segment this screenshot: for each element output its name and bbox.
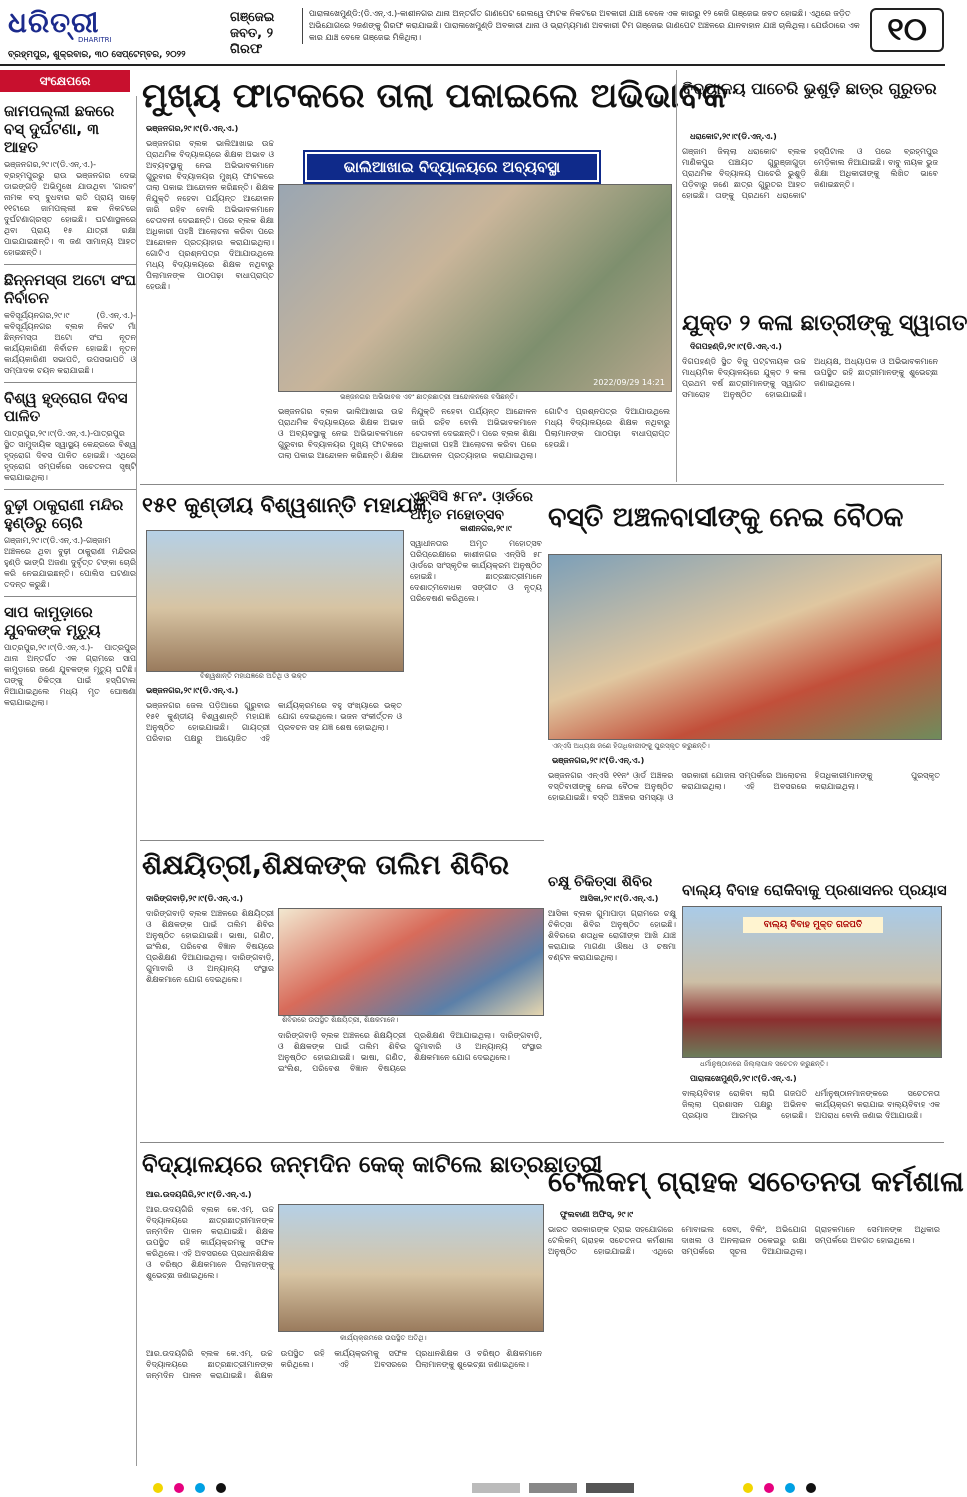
divider: [4, 596, 136, 597]
story-headline: ବାଲ୍ୟ ବିବାହ ରୋକିବାକୁ ପ୍ରଶାସନର ପ୍ରୟାସ: [682, 881, 947, 899]
brief-text: ଗଞ୍ଜାମ,୨୯।୯(ଡି.ଏନ୍.ଏ.)-ଗଞ୍ଜାମ ଅଞ୍ଚଳରେ ଥିବା ବୁଢ଼ୀ ଠାକୁରାଣୀ ମନ୍ଦିରର ହୁଣ୍ଡି ଭାଙ୍ଗି ଅଜଣା ଦୁର୍ବୃତ୍ତ ଟଙ୍କା ଚୋରି କରି ନେଇଯାଇଛନ୍ତି। ପୋଲିସ ଘଟଣାର ତଦନ୍ତ କରୁଛି।: [4, 536, 136, 589]
story-headline: ଯୁକ୍ତ ୨ କଳା ଛାତ୍ରୀଙ୍କୁ ସ୍ୱାଗତ: [682, 311, 967, 336]
teaser-text: ପାରାଳାଖେମୁଣ୍ଡି:(ଡି.ଏନ୍.ଏ.)-କାଶୀନଗର ଥାନା ଅନ୍ତର୍ଗତ ଗାଣପେଟ ରେଲୱେ ଫାଟକ ନିକଟରେ ଅବକାରୀ ଯାଞ୍ଚ ବେଳେ ଏକ କାରରୁ ୧୨ କେଜି ଗଞ୍ଜେଇ ଜବତ ହୋଇଛି। ଏଥିରେ ଜଡ଼ିତ ଅଭିଯୋଗରେ ୨ଜଣଙ୍କୁ ଗିରଫ କରାଯାଇଛି। ପାରାଳାଖେମୁଣ୍ଡି ଅବକାରୀ ଥାନା ଓ ଭ୍ରାମ୍ୟମାଣ ଅବକାରୀ ଟିମ ଗଞ୍ଜେଇ ଗାଣପେଟ ଅଞ୍ଚଳରେ ଯାନବାହାନ ଯାଞ୍ଚ ଚାଲିଥିଲା। ଯେଉଁଠାରେ ଏକ କାର ଯାଞ୍ଚ ବେଳେ ଗଞ୍ଜେଇ ମିଳିଥିଲା।: [302, 8, 869, 44]
black-dot: [216, 1483, 226, 1493]
gray-bar: [529, 1483, 577, 1493]
brief-headline: ଜାମପଲ୍ଲୀ ଛକରେ ବସ୍ ଦୁର୍ଘଟଣା, ୩ ଆହତ: [4, 102, 115, 156]
story-caption: କାର୍ଯ୍ୟକ୍ରମରେ ଉପସ୍ଥିତ ଅତିଥି।: [340, 1334, 427, 1342]
story-caption: ଶିବିରରେ ଉପସ୍ଥିତ ଶିକ୍ଷୟିତ୍ରୀ, ଶିକ୍ଷକମାନେ।: [282, 1016, 399, 1024]
story-photo: [682, 906, 942, 1058]
brief-column: [4, 96, 137, 1466]
story-body-continued: ଆର.ଉଦୟଗିରି ବ୍ଲକ କେ.ଏମ୍. ଉଚ୍ଚ ବିଦ୍ୟାଳୟରେ ଛାତ୍ରଛାତ୍ରୀମାନଙ୍କ ଜନ୍ମଦିନ ପାଳନ କରାଯାଇଛି। ଶିକ୍ଷକ ଉପସ୍ଥିତ ରହି କାର୍ଯ୍ୟକ୍ରମକୁ ସଫଳ କରିଥିଲେ। ଏହି ଅବସରରେ ପ୍ରଧାନଶିକ୍ଷକ ଓ ବରିଷ୍ଠ ଶିକ୍ଷକମାନେ ପିଲାମାନଙ୍କୁ ଶୁଭେଚ୍ଛା ଜଣାଇଥିଲେ।: [146, 1349, 542, 1380]
brief-headline: ଛିନ୍ନମସ୍ତା ଅଟୋ ସଂଘ ନିର୍ବାଚନ: [4, 271, 136, 307]
story-byline: ଆର.ଉଦୟଗିରି,୨୯।୯(ଡି.ଏନ୍.ଏ.): [146, 1190, 252, 1199]
story-headline: ବସ୍ତି ଅଞ୍ଚଳବାସୀଙ୍କୁ ନେଇ ବୈଠକ: [548, 502, 904, 533]
story-caption: ଧର୍ମାନୁଷ୍ଠାନରେ ଜିଲ୍ଲାପାଳ ସଚେତନ କରୁଛନ୍ତି।: [700, 1060, 828, 1068]
lead-headline: ମୁଖ୍ୟ ଫାଟକରେ ତାଲା ପକାଇଲେ ଅଭିଭାବକ: [142, 76, 727, 116]
story-byline: ଭଞ୍ଜନଗର,୨୯।୯(ଡି.ଏନ୍.ଏ.): [552, 756, 645, 765]
photo-banner-text: ବାଲ୍ୟ ବିବାହ ମୁକ୍ତ ଗଜପତି: [743, 917, 883, 933]
story-body-continued: ଦାରିଙ୍ଗବାଡ଼ି ବ୍ଲକ ଅଞ୍ଚଳରେ ଶିକ୍ଷୟିତ୍ରୀ ଓ ଶିକ୍ଷକଙ୍କ ପାଇଁ ତାଲିମ ଶିବିର ଅନୁଷ୍ଠିତ ହୋଇଯାଇଛି। ଭାଷା, ଗଣିତ, ଇଂଲିଶ, ପରିବେଶ ବିଜ୍ଞାନ ବିଷୟରେ ପ୍ରଶିକ୍ଷଣ ଦିଆଯାଇଥିଲା। ଦାରିଙ୍ଗବାଡ଼ି, ଗୁମାବାରି ଓ ଅନ୍ୟାନ୍ୟ ସଂସ୍ଥାର ଶିକ୍ଷକମାନେ ଯୋଗ ଦେଇଥିଲେ।: [278, 1031, 542, 1073]
newspaper-logo: ଧରିତ୍ରୀ: [8, 6, 100, 39]
print-registration-strip: [0, 1472, 945, 1497]
story-byline: କାଶୀନଗର,୨୯।୯: [460, 524, 512, 533]
story-byline: ଦାରିଙ୍ଗବାଡ଼ି,୨୯।୯(ଡି.ଏନ୍.ଏ.): [146, 894, 244, 903]
story-body: ଭାରତ ସରକାରଙ୍କ ଟ୍ରାଇ ସହଯୋଗରେ ଟେଲିକମ୍ ଗ୍ରାହକ ସଚେତନତା କର୍ମଶାଳା ଅନୁଷ୍ଠିତ ହୋଇଯାଇଛି। ଏଥିରେ ମୋବାଇଲ ସେବା, ବିଲିଂ, ଅଭିଯୋଗ ଦାଖଲ ଓ ଅନଲାଇନ ଠକେଇରୁ ରକ୍ଷା ସମ୍ପର୍କରେ ସୂଚନା ଦିଆଯାଇଥିଲା। ଗ୍ରାହକମାନେ ସେମାନଙ୍କ ଅଧିକାର ସମ୍ପର୍କରେ ଅବଗତ ହୋଇଥିଲେ।: [548, 1225, 940, 1256]
divider: [4, 489, 136, 490]
magenta-dot: [174, 1483, 184, 1493]
page-number: ୧୦: [870, 8, 944, 52]
story-body: ଆର.ଉଦୟଗିରି ବ୍ଲକ କେ.ଏମ୍. ଉଚ୍ଚ ବିଦ୍ୟାଳୟରେ ଛାତ୍ରଛାତ୍ରୀମାନଙ୍କ ଜନ୍ମଦିନ ପାଳନ କରାଯାଇଛି। ଶିକ୍ଷକ ଉପସ୍ଥିତ ରହି କାର୍ଯ୍ୟକ୍ରମକୁ ସଫଳ କରିଥିଲେ। ଏହି ଅବସରରେ ପ୍ରଧାନଶିକ୍ଷକ ଓ ବରିଷ୍ଠ ଶିକ୍ଷକମାନେ ପିଲାମାନଙ୍କୁ ଶୁଭେଚ୍ଛା ଜଣାଇଥିଲେ।: [146, 1205, 274, 1280]
brief-item: [4, 389, 136, 483]
brief-headline: ସାପ କାମୁଡ଼ାରେ ଯୁବକଙ୍କ ମୃତ୍ୟୁ: [4, 603, 101, 639]
story-headline: ଟେଲିକମ୍ ଗ୍ରାହକ ସଚେତନତା କର୍ମଶାଳା: [548, 1165, 964, 1198]
brief-item: [4, 603, 136, 708]
brief-headline: ବିଶ୍ୱ ହୃଦ୍‌ରୋଗ ଦିବସ ପାଳିତ: [4, 389, 128, 425]
black-dot: [806, 1483, 816, 1493]
story-byline: ଭଞ୍ଜନଗର,୨୯।୯(ଡି.ଏନ୍.ଏ.): [146, 686, 239, 695]
story-headline: ୧୫୧ କୁଣ୍ଡୀୟ ବିଶ୍ୱଶାନ୍ତି ମହାଯଜ୍ଞ: [142, 493, 427, 517]
story-photo: [548, 554, 942, 740]
teaser-headline: ଗଞ୍ଜେଇ ଜବତ, ୨ ଗିରଫ: [230, 10, 275, 57]
brief-item: [4, 102, 136, 258]
cyan-dot: [195, 1483, 205, 1493]
story-byline: ଦିଗପହଣ୍ଡି,୨୯।୯(ଡି.ଏନ୍.ଏ.): [690, 342, 782, 351]
story-body: ଭଞ୍ଜନଗର ଜେଲ ପଡ଼ିଆରେ ଗୁରୁବାର ୧୫୧ କୁଣ୍ଡୀୟ ବିଶ୍ୱଶାନ୍ତି ମହାଯଜ୍ଞ ଅନୁଷ୍ଠିତ ହୋଇଯାଇଛି। ଗାୟତ୍ରୀ ପରିବାର ପକ୍ଷରୁ ଆୟୋଜିତ ଏହି କାର୍ଯ୍ୟକ୍ରମରେ ବହୁ ସଂଖ୍ୟାରେ ଭକ୍ତ ଯୋଗ ଦେଇଥିଲେ। ଭଜନ ସଂକୀର୍ତ୍ତନ ଓ ପ୍ରବଚନ ସହ ଯଜ୍ଞ ଶେଷ ହୋଇଥିଲା।: [146, 701, 402, 743]
story-caption: ଏନ୍‌ଏସି ଅଧ୍ୟକ୍ଷ ଜଣେ ହିତାଧିକାରୀଙ୍କୁ ପୁରସ୍କୃତ କରୁଛନ୍ତି।: [552, 742, 710, 750]
story-byline: ଧରାକୋଟ,୨୯।୯(ଡି.ଏନ୍.ଏ.): [690, 132, 777, 141]
divider: [4, 264, 136, 265]
color-dots: [150, 1478, 229, 1497]
story-body: ବାଲ୍ୟବିବାହ ରୋକିବା ଲାଗି ଗଜପତି ଜିଲ୍ଲା ପ୍ରଶାସନ ପକ୍ଷରୁ ଅଭିନବ ପ୍ରୟାସ ଆରମ୍ଭ ହୋଇଛି। ଧର୍ମାନୁଷ୍ଠାନମାନଙ୍କରେ ସଚେତନତା କାର୍ଯ୍ୟକ୍ରମ କରାଯାଇ ବାଲ୍ୟବିବାହ ଏକ ଅପରାଧ ବୋଲି ଜଣାଇ ଦିଆଯାଉଛି।: [682, 1089, 940, 1120]
lead-banner: ଭାଲିଆଖାଇ ବିଦ୍ୟାଳୟରେ ଅବ୍ୟବସ୍ଥା: [305, 152, 599, 182]
lead-caption: ଭଞ୍ଜନଗର ଅଭିଭାବକ ଏବଂ ଛାତ୍ରଛାତ୍ରୀ ଆନ୍ଦୋଳନରେ ବସିଛନ୍ତି।: [340, 393, 518, 401]
story-byline: ପାରାଳାଖେମୁଣ୍ଡି,୨୯।୯(ଡି.ଏନ୍.ଏ.): [690, 1074, 797, 1083]
lead-photo: [278, 184, 672, 392]
story-headline: ଚକ୍ଷୁ ଚିକିତ୍ସା ଶିବିର: [548, 874, 653, 890]
story-body: ଦାରିଙ୍ଗବାଡ଼ି ବ୍ଲକ ଅଞ୍ଚଳରେ ଶିକ୍ଷୟିତ୍ରୀ ଓ ଶିକ୍ଷକଙ୍କ ପାଇଁ ତାଲିମ ଶିବିର ଅନୁଷ୍ଠିତ ହୋଇଯାଇଛି। ଭାଷା, ଗଣିତ, ଇଂଲିଶ, ପରିବେଶ ବିଜ୍ଞାନ ବିଷୟରେ ପ୍ରଶିକ୍ଷଣ ଦିଆଯାଇଥିଲା। ଦାରିଙ୍ଗବାଡ଼ି, ଗୁମାବାରି ଓ ଅନ୍ୟାନ୍ୟ ସଂସ୍ଥାର ଶିକ୍ଷକମାନେ ଯୋଗ ଦେଇଥିଲେ।: [146, 909, 274, 984]
brief-text: ପାତ୍ରପୁର,୨୯।୯(ଡି.ଏନ୍.ଏ.)-ପାତ୍ରପୁର ସ୍ଥିତ ସାମୁଦାୟିକ ସ୍ୱାସ୍ଥ୍ୟ କେନ୍ଦ୍ରରେ ବିଶ୍ୱ ହୃଦ୍‌ରୋଗ ଦିବସ ପାଳିତ ହୋଇଛି। ଏଥିରେ ହୃଦ୍‌ରୋଗ ସମ୍ପର୍କରେ ସଚେତନତା ସୃଷ୍ଟି କରାଯାଇଥିଲା।: [4, 429, 136, 482]
story-body: ଆସିକା ବ୍ଲକ ଗୁମାପାଡ଼ା ଗ୍ରାମରେ ଚକ୍ଷୁ ଚିକିତ୍ସା ଶିବିର ଅନୁଷ୍ଠିତ ହୋଇଛି। ଶିବିରରେ ଶତାଧିକ ରୋଗୀଙ୍କ ଆଖି ଯାଞ୍ଚ କରାଯାଇ ମାଗଣା ଔଷଧ ଓ ଚଷମା ବଣ୍ଟନ କରାଯାଇଥିଲା।: [548, 909, 676, 962]
story-headline: ଏନ୍‌ସିସି ୫୮ନଂ. ଓ଼ାର୍ଡରେ ଅମୃତ ମହୋତ୍ସବ: [410, 489, 533, 523]
masthead: [0, 0, 945, 66]
lead-byline: ଭଞ୍ଜନଗର,୨୯।୯(ଡି.ଏନ୍.ଏ.): [146, 124, 239, 133]
gray-bar: [586, 1483, 634, 1493]
gray-bar: [472, 1483, 520, 1493]
story-byline: ଫୁଲବାଣୀ ଅଫିସ୍, ୨୯।୯: [560, 1210, 634, 1219]
photo-timestamp: 2022/09/29 14:21: [593, 378, 665, 387]
color-bars: [470, 1478, 636, 1497]
story-photo: [278, 908, 544, 1016]
divider: [140, 1142, 944, 1143]
story-body: ଭଞ୍ଜନଗର ଏନ୍‌ଏସି ୧୧ନଂ ଓ଼ାର୍ଡ ଅଞ୍ଚଳର ବସ୍ତିବାସୀଙ୍କୁ ନେଇ ବୈଠକ ଅନୁଷ୍ଠିତ ହୋଇଯାଇଛି। ବସ୍ତି ଅଞ୍ଚଳର ସମସ୍ୟା ଓ ସରକାରୀ ଯୋଜନା ସମ୍ପର୍କରେ ଆଲୋଚନା କରାଯାଇଥିଲା। ଏହି ଅବସରରେ ହିତାଧିକାରୀମାନଙ୍କୁ ପୁରସ୍କୃତ କରାଯାଇଥିଲା।: [548, 771, 940, 802]
brief-text: ଭଞ୍ଜନଗର,୨୯।୯(ଡି.ଏନ୍.ଏ.)- ବ୍ରହ୍ମପୁରରୁ ରାଉ ଭଞ୍ଜନଗର ଦେଇ ଡାଇଙ୍ଗଡ଼ି ଅଭିମୁଖେ ଯାଉଥିବା 'ଗାରବ' ନାମକ ବସ୍ ବୁଧବାର ରାତି ପ୍ରାୟ ସାଢ଼େ ୧୧ଟାରେ ଜାମପଲ୍ଲୀ ଛକ ନିକଟରେ ଦୁର୍ଘଟଣାଗ୍ରସ୍ତ ହୋଇଛି। ଘଟଣାସ୍ଥଳରେ ଥିବା ପ୍ରାୟ ୧୫ ଯାତ୍ରୀ ରକ୍ଷା ପାଇଯାଇଛନ୍ତି। ୩ ଜଣ ସାମାନ୍ୟ ଆହତ ହୋଇଛନ୍ତି।: [4, 160, 136, 257]
story-photo: [146, 530, 404, 672]
story-photo: [278, 1204, 544, 1332]
divider: [140, 840, 544, 841]
brief-headline: ବୁଢ଼ୀ ଠାକୁରାଣୀ ମନ୍ଦିର ହୁଣ୍ଡିରୁ ଚୋରି: [4, 496, 124, 532]
color-dots: [740, 1478, 819, 1497]
lead-body-continued: ଭଞ୍ଜନଗର ବ୍ଲକ ଭାଲିଆଖାଇ ଉଚ୍ଚ ପ୍ରାଥମିକ ବିଦ୍ୟାଳୟରେ ଶିକ୍ଷକ ଅଭାବ ଓ ଅବ୍ୟବସ୍ଥାକୁ ନେଇ ଅଭିଭାବକମାନେ ଗୁରୁବାର ବିଦ୍ୟାଳୟର ମୁଖ୍ୟ ଫାଟକରେ ତାଲା ପକାଇ ଆନ୍ଦୋଳନ କରିଛନ୍ତି। ଶିକ୍ଷକ ନିଯୁକ୍ତି ନହେବା ପର୍ଯ୍ୟନ୍ତ ଆନ୍ଦୋଳନ ଜାରି ରହିବ ବୋଲି ଅଭିଭାବକମାନେ ଚେତାବନୀ ଦେଇଛନ୍ତି। ପରେ ବ୍ଲକ ଶିକ୍ଷା ଅଧିକାରୀ ପହଞ୍ଚି ଆଲୋଚନା କରିବା ପରେ ଆନ୍ଦୋଳନ ପ୍ରତ୍ୟାହାର କରାଯାଇଥିଲା। ଗୋଟିଏ ପ୍ରଶ୍ନପତ୍ର ଦିଆଯାଉଥିଲେ ମଧ୍ୟ ବିଦ୍ୟାଳୟରେ ଶିକ୍ଷକ ନଥିବାରୁ ପିଲାମାନଙ୍କ ପାଠପଢ଼ା ବାଧାପ୍ରାପ୍ତ ହେଉଛି।: [278, 407, 670, 460]
column-divider: [676, 70, 677, 482]
story-caption: ବିଶ୍ୱଶାନ୍ତି ମହାଯଜ୍ଞରେ ଅତିଥି ଓ ଭକ୍ତ: [200, 672, 307, 680]
brief-text: କବିସୂର୍ଯ୍ୟନଗର,୨୯।୯ (ଡି.ଏନ୍.ଏ.)-କବିସୂର୍ଯ୍ୟନଗର ବ୍ଲକ ନିକଟ ମାଁ ଛିନ୍ନମସ୍ତା ଅଟୋ ସଂଘ ନୂତନ କାର୍ଯ୍ୟକାରିଣୀ ନିର୍ବାଚନ ହୋଇଛି। ନୂତନ କାର୍ଯ୍ୟକାରିଣୀ ସଭାପତି, ଉପସଭାପତି ଓ ସମ୍ପାଦକ ଚୟନ କରାଯାଇଛି।: [4, 311, 136, 375]
yellow-dot: [153, 1483, 163, 1493]
story-body: ସ୍ୱାଧୀନତାର ଅମୃତ ମହୋତ୍ସବ ପରିପ୍ରେକ୍ଷୀରେ କାଶୀନଗର ଏନ୍‌ସିସି ୫୮ ଓ଼ାର୍ଡରେ ସାଂସ୍କୃତିକ କାର୍ଯ୍ୟକ୍ରମ ଅନୁଷ୍ଠିତ ହୋଇଛି। ଛାତ୍ରଛାତ୍ରୀମାନେ ଦେଶାତ୍ମବୋଧକ ସଙ୍ଗୀତ ଓ ନୃତ୍ୟ ପରିବେଷଣ କରିଥିଲେ।: [410, 539, 542, 603]
story-body: ଦିଗପହଣ୍ଡି ସ୍ଥିତ ବିଜୁ ପଟ୍ଟନାୟକ ଉଚ୍ଚ ମାଧ୍ୟମିକ ବିଦ୍ୟାଳୟରେ ଯୁକ୍ତ ୨ କଳା ପ୍ରଥମ ବର୍ଷ ଛାତ୍ରୀମାନଙ୍କୁ ସ୍ୱାଗତ ସମାରୋହ ଅନୁଷ୍ଠିତ ହୋଇଯାଇଛି। ଅଧ୍ୟକ୍ଷ, ଅଧ୍ୟାପକ ଓ ଅଭିଭାବକମାନେ ଉପସ୍ଥିତ ରହି ଛାତ୍ରୀମାନଙ୍କୁ ଶୁଭେଚ୍ଛା ଜଣାଇଥିଲେ।: [682, 357, 938, 399]
lead-body: ଭଞ୍ଜନଗର ବ୍ଲକ ଭାଲିଆଖାଇ ଉଚ୍ଚ ପ୍ରାଥମିକ ବିଦ୍ୟାଳୟରେ ଶିକ୍ଷକ ଅଭାବ ଓ ଅବ୍ୟବସ୍ଥାକୁ ନେଇ ଅଭିଭାବକମାନେ ଗୁରୁବାର ବିଦ୍ୟାଳୟର ମୁଖ୍ୟ ଫାଟକରେ ତାଲା ପକାଇ ଆନ୍ଦୋଳନ କରିଛନ୍ତି। ଶିକ୍ଷକ ନିଯୁକ୍ତି ନହେବା ପର୍ଯ୍ୟନ୍ତ ଆନ୍ଦୋଳନ ଜାରି ରହିବ ବୋଲି ଅଭିଭାବକମାନେ ଚେତାବନୀ ଦେଇଛନ୍ତି। ପରେ ବ୍ଲକ ଶିକ୍ଷା ଅଧିକାରୀ ପହଞ୍ଚି ଆଲୋଚନା କରିବା ପରେ ଆନ୍ଦୋଳନ ପ୍ରତ୍ୟାହାର କରାଯାଇଥିଲା। ଗୋଟିଏ ପ୍ରଶ୍ନପତ୍ର ଦିଆଯାଉଥିଲେ ମଧ୍ୟ ବିଦ୍ୟାଳୟରେ ଶିକ୍ଷକ ନଥିବାରୁ ପିଲାମାନଙ୍କ ପାଠପଢ଼ା ବାଧାପ୍ରାପ୍ତ ହେଉଛି।: [146, 139, 274, 291]
yellow-dot: [743, 1483, 753, 1493]
brief-item: [4, 496, 136, 590]
divider: [140, 484, 944, 485]
section-label: ସଂକ୍ଷେପରେ: [0, 70, 130, 92]
story-byline: ଆସିକା,୨୯।୯(ଡି.ଏନ୍.ଏ.): [580, 894, 659, 903]
story-body: ଗଞ୍ଜାମ ଜିଲ୍ଲା ଧରାକୋଟ ବ୍ଲକ ମାଣିକପୁର ପଞ୍ଚାୟତ ଗୁରୁଞ୍ଜାଗୁଡ଼ା ପ୍ରାଥମିକ ବିଦ୍ୟାଳୟ ପାଚେରି ଭୁଶୁଡ଼ି ପଡ଼ିବାରୁ ଜଣେ ଛାତ୍ର ଗୁରୁତର ଆହତ ହୋଇଛି। ତାଙ୍କୁ ପ୍ରଥମେ ଧରାକୋଟ ହସ୍ପିଟାଲ ଓ ପରେ ବ୍ରହ୍ମପୁର ମେଡ଼ିକାଲ ନିଆଯାଇଛି। ବାବୁ ନାୟକ ଭୁଜ ଶିକ୍ଷା ଅଧିକାରୀଙ୍କୁ ଲିଖିତ ଭାବେ ଜଣାଇଛନ୍ତି।: [682, 147, 938, 200]
dateline: ବ୍ରହ୍ମପୁର, ଶୁକ୍ରବାର, ୩୦ ସେପ୍ଟେମ୍ବର, ୨୦୨୨: [8, 50, 186, 60]
brief-item: [4, 271, 136, 376]
story-headline: ବିଦ୍ୟାଳୟରେ ଜନ୍ମଦିନ କେକ୍ କାଟିଲେ ଛାତ୍ରଛାତ୍ରୀ: [142, 1152, 603, 1178]
story-headline: ଶିକ୍ଷୟିତ୍ରୀ,ଶିକ୍ଷକଙ୍କ ତାଲିମ ଶିବିର: [142, 850, 510, 881]
brief-text: ପାତ୍ରପୁର,୨୯।୯(ଡି.ଏନ୍.ଏ.)- ପାତ୍ରପୁର ଥାନା ଅନ୍ତର୍ଗତ ଏକ ଗ୍ରାମରେ ସାପ କାମୁଡ଼ାରେ ଜଣେ ଯୁବକଙ୍କ ମୃତ୍ୟୁ ଘଟିଛି। ତାଙ୍କୁ ଚିକିତ୍ସା ପାଇଁ ହସ୍ପିଟାଲ ନିଆଯାଇଥିଲେ ମଧ୍ୟ ମୃତ ଘୋଷଣା କରାଯାଇଥିଲା।: [4, 643, 136, 707]
logo-subtitle: DHARITRI: [78, 36, 112, 44]
magenta-dot: [764, 1483, 774, 1493]
story-headline: ବିଦ୍ୟାଳୟ ପାଚେରି ଭୁଶୁଡ଼ି ଛାତ୍ର ଗୁରୁତର: [682, 79, 937, 98]
cyan-dot: [785, 1483, 795, 1493]
divider: [4, 382, 136, 383]
